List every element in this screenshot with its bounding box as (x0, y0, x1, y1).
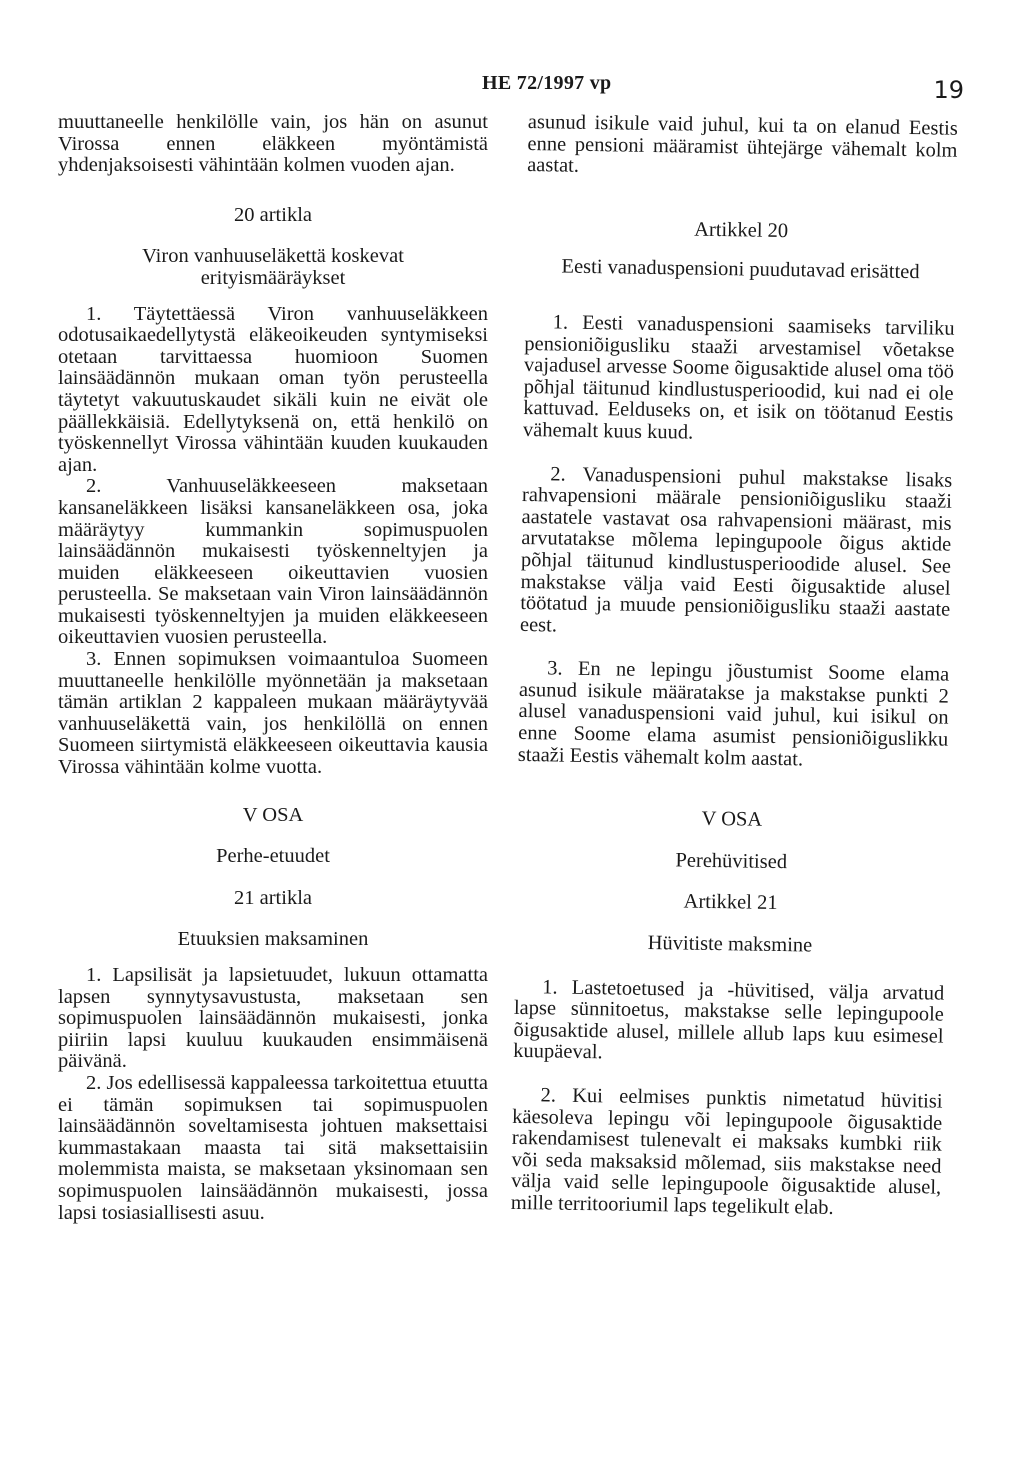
article-paragraph: 1. Täytettäessä Viron vanhuuseläkkeen odotusaikaedellytystä eläkeoikeuden syntymiseksi otetaan tarvittaessa huomioon Suomen lainsäädännön mukaan oman työn perusteella täytetyt vakuutuskaudet sikäli kuin ne eivät ole päällekkäisiä. Edellytyksenä on, että henkilö on työskennellyt Virossa vähintään kuuden kuukauden ajan. (58, 302, 488, 476)
article-paragraph: 1. Lapsilisät ja lapsietuudet, lukuun ottamatta lapsen synnytysavustusta, maksetaan sen sopimuspuolen lainsäädännön mukaisesti, jonka piiriin lapsi kuuluu kuukauden ensimmäisenä päivänä. (58, 964, 488, 1073)
article-title: Eesti vanaduspensioni puudutavad erisätted (561, 255, 920, 284)
intro-paragraph: asunud isikule vaid juhul, kui ta on elanud Eestis enne pensioni määramist ühtejärge vähemalt kolm aastat. (526, 111, 958, 177)
article-heading: Artikkel 20 (694, 218, 789, 242)
article-paragraph: 2. Vanhuuseläkkeeseen maksetaan kansaneläkkeen lisäksi kansaneläkkeen osa, joka määräytyy kummankin sopimuspuolen lainsäädännön mukaisesti työskenneltyjen ja muiden eläkkeeseen oikeuttavien vuosien perusteella. Se maksetaan vain Viron lainsäädännön mukaisesti työskenneltyjen ja muiden eläkkeeseen oikeuttavien vuosien perusteella. (58, 475, 488, 649)
part-title: Perhe-etuudet (216, 845, 330, 868)
intro-paragraph: muuttaneelle henkilölle vain, jos hän on asunut Virossa ennen eläkkeen myöntämistä yhdenjaksoisesti vähintään kolmen vuoden ajan. (58, 111, 488, 177)
estonian-column (511, 112, 958, 1221)
finnish-column (58, 112, 488, 1224)
article-paragraph: 1. Lastetoetused ja -hüvitised, välja arvatud lapse sünnitoetus, makstakse selle lepingupoole õigusaktide alusel, millele allub laps kuu esimesel kuupäeval. (513, 975, 945, 1064)
article-paragraph: 2. Kui eelmises punktis nimetatud hüvitisi käesoleva lepingu või lepingupoole õigusaktide rakendamisest tulenevalt ei maksaks kumbki riik või seda maksaksid mõlemad, siis makstakse need välja vaid selle lepingupoole õigusaktide alusel, mille territooriumil laps tegelikult elab. (510, 1084, 943, 1219)
article-paragraph: 2. Jos edellisessä kappaleessa tarkoitettua etuutta ei tämän sopimuksen tai sopimuspuolen lainsäädännön soveltamisesta johtuen maksettaisi kummastakaan maasta tai sitä maksettaisiin molemmista maista, se maksetaan yksinomaan sen sopimuspuolen lainsäädännön mukaisesti, jossa lapsi tosiasiallisesti asuu. (58, 1071, 488, 1224)
article-title: Etuuksien maksaminen (177, 928, 369, 951)
article-heading: Artikkel 21 (683, 890, 778, 915)
article-paragraph: 1. Eesti vanaduspensioni saamiseks tarviliku pensioniõigusliku staaži arvestamisel võetakse vajadusel arvesse Soome õigusaktide alusel oma töö põhjal täitunud kindlustusperioodid, kui nad ei ole kattuvad. Eelduseks on, et isik on töötanud Eestis vähemalt kuus kuud. (522, 311, 955, 444)
article-paragraph: 3. Ennen sopimuksen voimaantuloa Suomeen muuttaneelle henkilölle myönnetään ja maksetaan tämän artiklan 2 kappaleen mukaan määräytyvää vanhuuseläkettä vain, jos henkilöllä on ennen Suomeen siirtymistä eläkkeeseen oikeuttavia kausia Virossa vähintään kolme vuotta. (58, 648, 488, 779)
article-paragraph: 2. Vanaduspensioni puhul makstakse lisaks rahvapensioni määrale pensioniõigusliku staaži aastatele vastavat osa rahvapensioni määrast, mis arvutatakse mõlema lepingupoole õigus aktide põhjal täitunud kindlustusperioodide alusel. See makstakse välja vaid Eesti õigusaktide alusel töötatud ja muude pensioniõigusliku staaži aastate eest. (519, 462, 953, 637)
part-heading: V OSA (701, 808, 763, 832)
article-title: Viron vanhuuseläkettä koskevat erityismääräykset (142, 245, 404, 289)
document-id: HE 72/1997 vp (482, 72, 612, 94)
page-number: 19 (933, 76, 964, 104)
article-heading: 21 artikla (234, 886, 312, 909)
article-heading: 20 artikla (234, 203, 312, 226)
part-heading: V OSA (242, 803, 304, 826)
article-paragraph: 3. En ne lepingu jõustumist Soome elama asunud isikule määratakse ja makstakse punkti 2 alusel vanaduspensioni vaid juhul, kui isikul on enne Soome elama asumist pensioniõiguslikku staaži Eestis vähemalt kolm aastat. (517, 657, 950, 771)
part-title: Perehüvitised (675, 849, 788, 874)
article-title: Hüvitiste maksmine (647, 932, 813, 957)
page-header (0, 72, 1024, 102)
